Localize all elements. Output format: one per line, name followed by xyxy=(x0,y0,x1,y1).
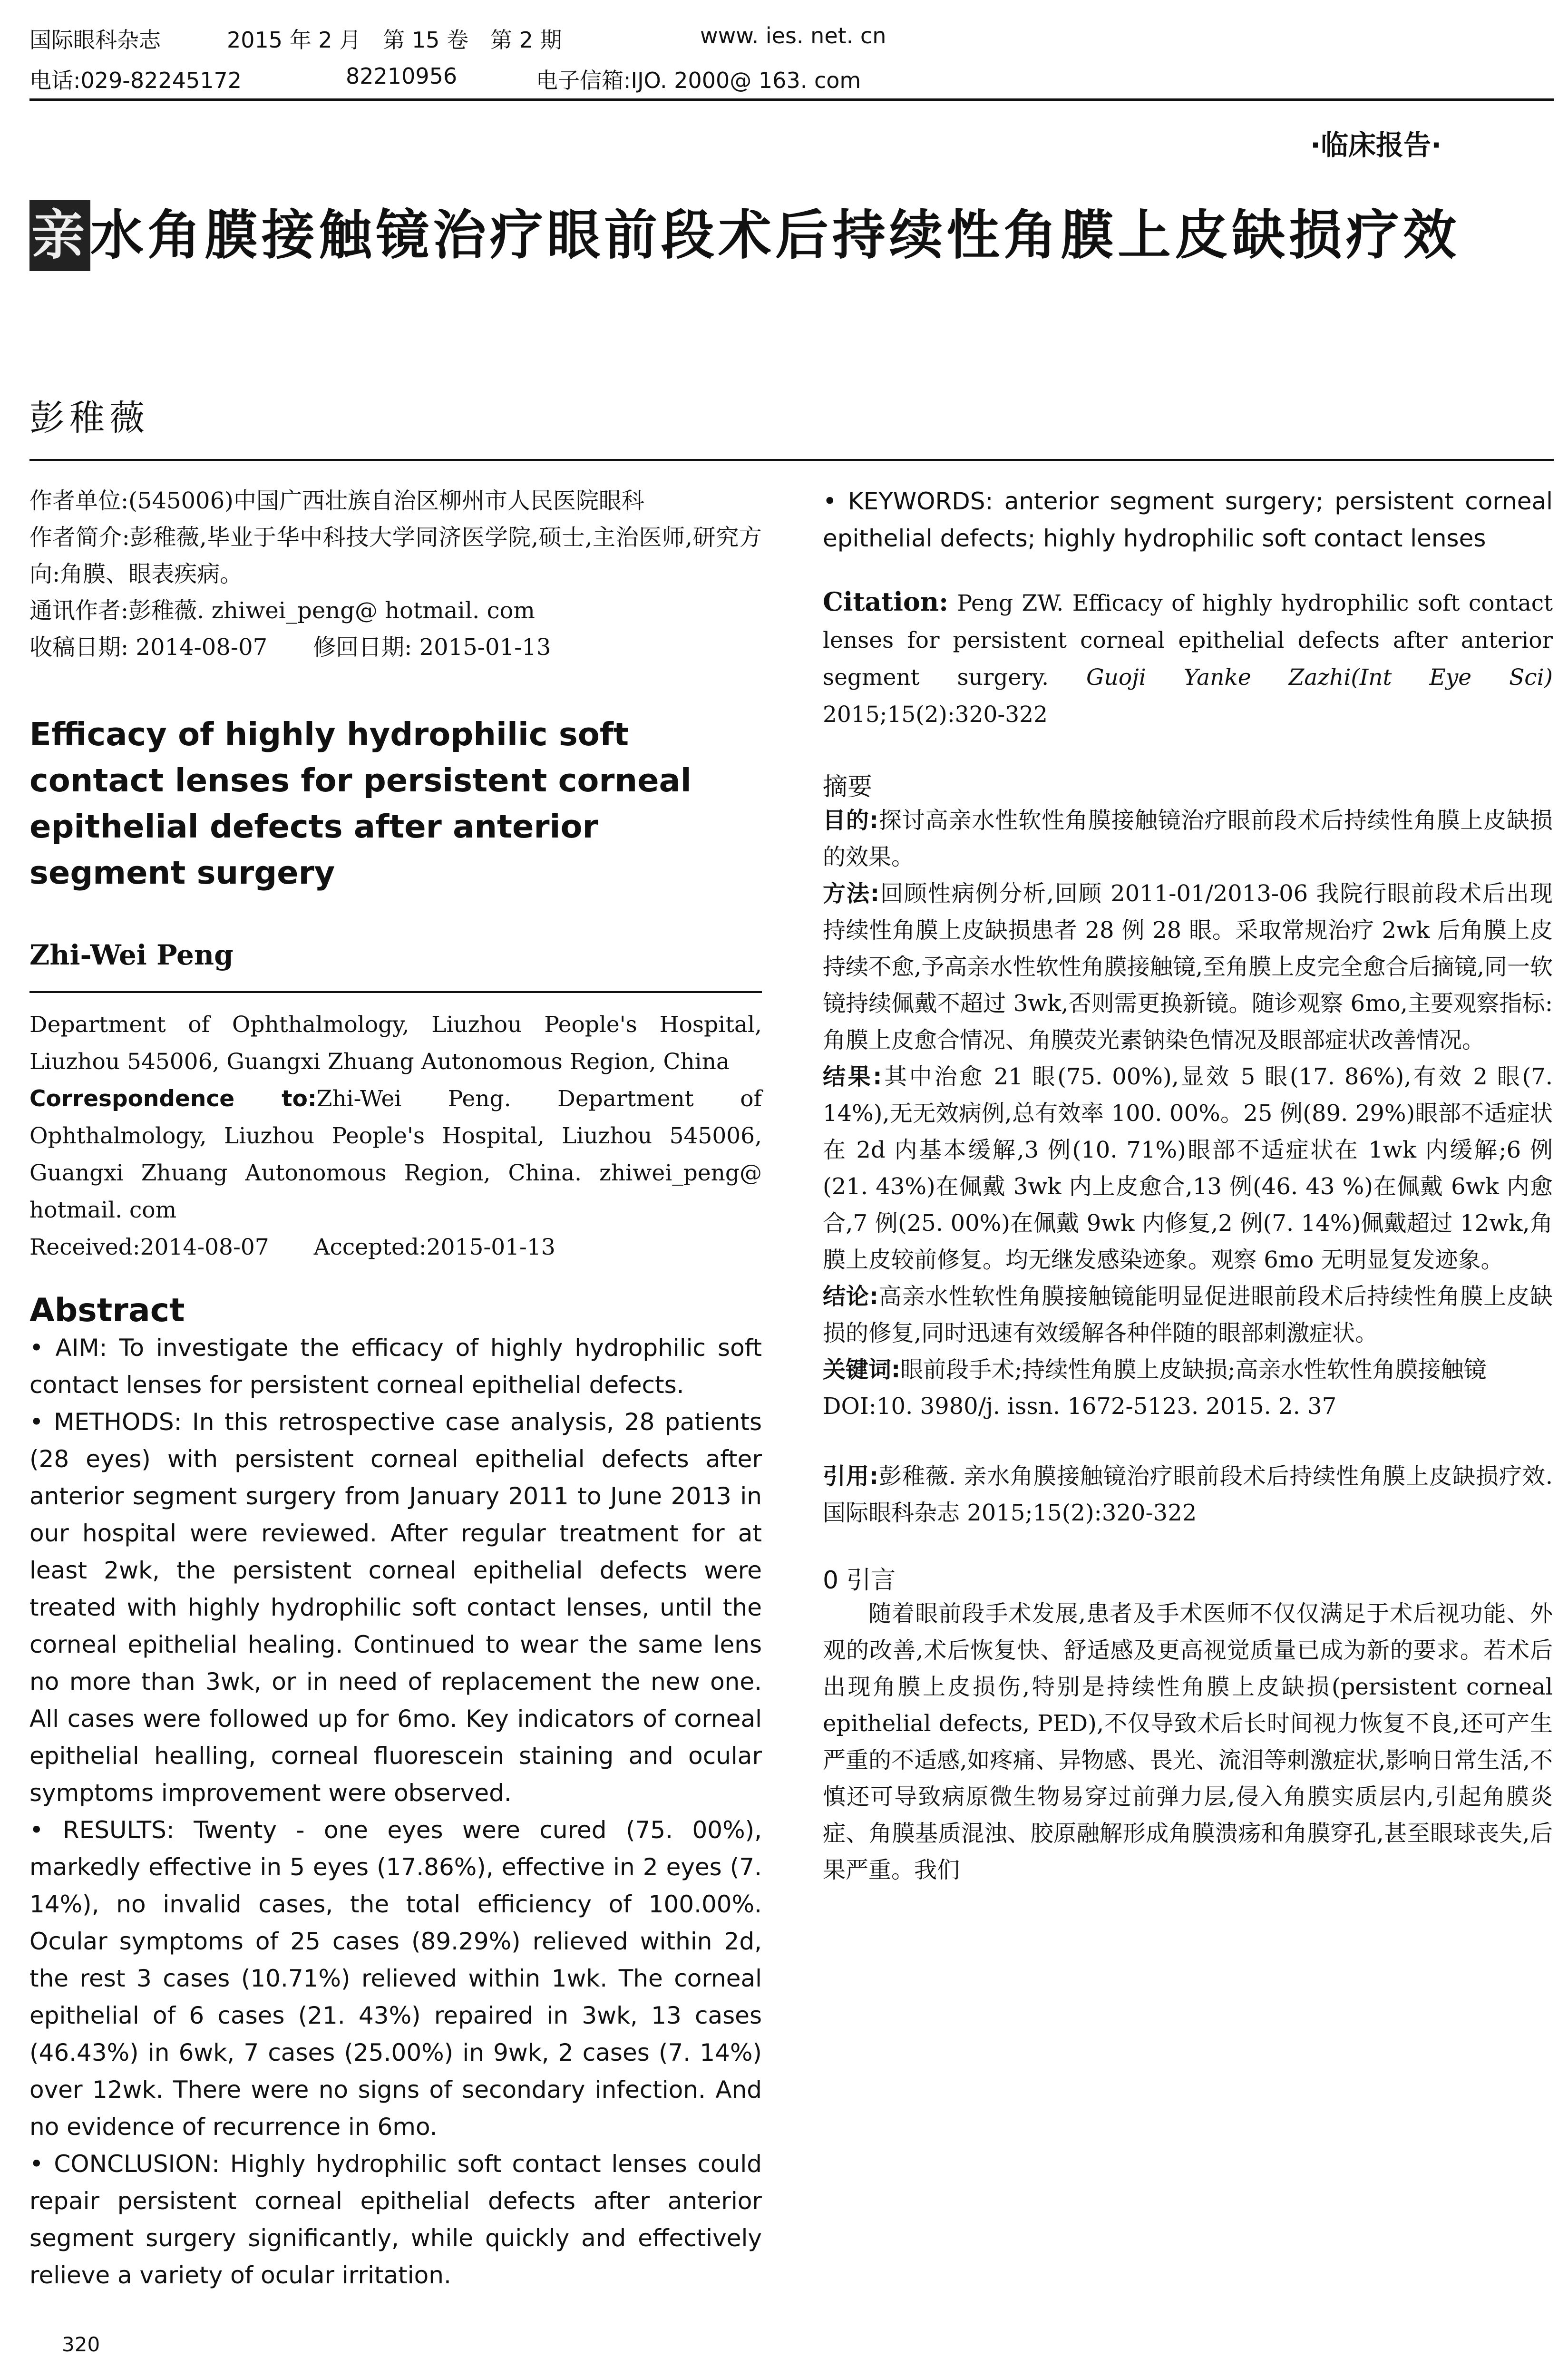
methods-text: In this retrospective case analysis, 28 patients (28 eyes) with persistent corneal epithelial defects after anterior segment surgery from January 2011 to June 2013 in our hospital were reviewed. After regular treatment for at least 2wk, the persistent corneal epithelial defects were treated with highly hydrophilic soft contact lenses, until the corneal epithelial healing. Continued to wear the same lens no more than 3wk, or in need of replacement the new one. All cases were followed up for 6mo. Key indicators of corneal epithelial healling, corneal fluorescein staining and ocular symptoms improvement were observed. xyxy=(29,1408,762,1807)
conclusion-label: • CONCLUSION: xyxy=(29,2150,220,2178)
conclusion-cn-label: 结论: xyxy=(823,1283,878,1310)
left-column xyxy=(29,483,762,2294)
keywords-en xyxy=(823,483,1553,557)
keywords-label: • KEYWORDS: xyxy=(823,487,993,515)
abstract-methods xyxy=(29,1403,762,1812)
aim-text: To investigate the efficacy of highly hydrophilic soft contact lenses for persistent corneal epithelial defects. xyxy=(29,1334,762,1399)
author-bio: 作者简介:彭稚薇,毕业于华中科技大学同济医学院,硕士,主治医师,研究方向:角膜、眼表疾病。 xyxy=(29,524,762,587)
abstract-cn-results xyxy=(823,1059,1553,1278)
title-rule xyxy=(29,459,1554,461)
conclusion-cn-text: 高亲水性软性角膜接触镜能明显促进眼前段术后持续性角膜上皮缺损的修复,同时迅速有效缓解各种伴随的眼部刺激症状。 xyxy=(823,1283,1553,1346)
abstract-results xyxy=(29,1812,762,2145)
keywords-cn-text: 眼前段手术;持续性角膜上皮缺损;高亲水性软性角膜接触镜 xyxy=(900,1356,1487,1383)
abstract-conclusion xyxy=(29,2145,762,2294)
results-label: • RESULTS: xyxy=(29,1816,175,1844)
journal-header xyxy=(29,23,1551,51)
page-title xyxy=(29,200,1561,271)
author-cn: 彭稚薇 xyxy=(29,398,149,438)
keywords-cn-label: 关键词: xyxy=(823,1356,901,1383)
methods-cn-label: 方法: xyxy=(823,880,880,907)
section-label: ·临床报告· xyxy=(1310,129,1442,161)
intro-text: 随着眼前段手术发展,患者及手术医师不仅仅满足于术后视功能、外观的改善,术后恢复快、舒适感及更高视觉质量已成为新的要求。若术后出现角膜上皮损伤,特别是持续性角膜上皮缺损(persistent corneal epithelial defects, PED),不仅导致术后长时间视力恢复不良,还可产生严重的不适感,如疼痛、异物感、畏光、流泪等刺激症状,影响日常生活,不慎还可导致病原微生物易穿过前弹力层,侵入角膜实质层内,引起角膜炎症、角膜基质混浊、胶原融解形成角膜溃疡和角膜穿孔,甚至眼球丧失,后果严重。我们 xyxy=(823,1600,1553,1883)
conclusion-text: Highly hydrophilic soft contact lenses could repair persistent corneal epithelial defects after anterior segment surgery significantly, while quickly and effectively relieve a variety of ocular irritation. xyxy=(29,2150,762,2289)
citation-en xyxy=(823,583,1553,733)
citation-tail: 2015;15(2):320-322 xyxy=(823,701,1048,728)
methods-cn-text: 回顾性病例分析,回顾 2011-01/2013-06 我院行眼前段术后出现持续性角膜上皮缺损患者 28 例 28 眼。采取常规治疗 2wk 后角膜上皮持续不愈,予高亲水性软性角膜接触镜,至角膜上皮完全愈合后摘镜,同一软镜持续佩戴不超过 3wk,否则需更换新镜。随诊观察 6mo,主要观察指标:角膜上皮愈合情况、角膜荧光素钠染色情况及眼部症状改善情况。 xyxy=(823,880,1553,1053)
doi: DOI:10. 3980/j. issn. 1672-5123. 2015. 2. 37 xyxy=(823,1393,1337,1420)
abstract-aim xyxy=(29,1329,762,1403)
abstract-cn-keywords xyxy=(823,1352,1553,1388)
header-rule xyxy=(29,98,1554,101)
author-rule xyxy=(29,991,762,993)
citation-cn-label: 引用: xyxy=(823,1463,879,1490)
correspondence-text: Zhi-Wei Peng. Department of Ophthalmology, Liuzhou People's Hospital, Liuzhou 545006, Guangxi Zhuang Autonomous Region, China. zhiwei_peng@ hotmail. com xyxy=(29,1086,762,1223)
journal-website: www. ies. net. cn xyxy=(700,23,886,49)
results-cn-label: 结果: xyxy=(823,1063,882,1090)
citation-journal: Guoji Yanke Zazhi(Int Eye Sci) xyxy=(1086,664,1553,691)
abstract-cn-aim xyxy=(823,802,1553,876)
correspondence-en xyxy=(29,1081,762,1229)
citation-text: Peng ZW. Efficacy of highly hydrophilic soft contact lenses for persistent corneal epithelial defects after anterior segment surgery. xyxy=(823,590,1553,691)
department-en: Department of Ophthalmology, Liuzhou People's Hospital, Liuzhou 545006, Guangxi Zhuang Autonomous Region, China xyxy=(29,1012,762,1075)
journal-contact xyxy=(29,63,1551,92)
english-title: Efficacy of highly hydrophilic soft contact lenses for persistent corneal epithelial defects after anterior segment surgery xyxy=(29,716,691,891)
journal-issue: 2015 年 2 月 第 15 卷 第 2 期 xyxy=(227,27,562,53)
page-number: 320 xyxy=(62,2333,100,2356)
dates-cn: 收稿日期: 2014-08-07 修回日期: 2015-01-13 xyxy=(29,634,551,661)
title-text: 水角膜接触镜治疗眼前段术后持续性角膜上皮缺损疗效 xyxy=(90,205,1460,266)
abstract-cn-conclusion xyxy=(823,1278,1553,1352)
aim-cn-label: 目的: xyxy=(823,807,878,834)
english-author: Zhi-Wei Peng xyxy=(29,939,234,971)
abstract-heading: Abstract xyxy=(29,1292,185,1329)
title-mark: 亲 xyxy=(29,200,90,271)
journal-name: 国际眼科杂志 xyxy=(29,27,161,53)
citation-cn xyxy=(823,1458,1553,1531)
correspondence-label: Correspondence to: xyxy=(29,1086,317,1112)
journal-phone-2: 82210956 xyxy=(346,63,458,89)
methods-label: • METHODS: xyxy=(29,1408,182,1436)
journal-phone: 电话:029-82245172 xyxy=(29,68,242,93)
abstract-cn-heading: 摘要 xyxy=(823,773,873,801)
received-en: Received:2014-08-07 Accepted:2015-01-13 xyxy=(29,1234,555,1260)
aim-label: • AIM: xyxy=(29,1334,107,1362)
aim-cn-text: 探讨高亲水性软性角膜接触镜治疗眼前段术后持续性角膜上皮缺损的效果。 xyxy=(823,807,1553,870)
right-column xyxy=(823,483,1553,1889)
journal-email: 电子信箱:IJO. 2000@ 163. com xyxy=(536,68,861,93)
citation-label: Citation: xyxy=(823,586,949,617)
results-cn-text: 其中治愈 21 眼(75. 00%),显效 5 眼(17. 86%),有效 2 眼(7. 14%),无无效病例,总有效率 100. 00%。25 例(89. 29%)眼部不适症状在 2d 内基本缓解,3 例(10. 71%)眼部不适症状在 1wk 内缓解;6 例(21. 43%)在佩戴 3wk 内上皮愈合,13 例(46. 43 %)在佩戴 6wk 内愈合,7 例(25. 00%)在佩戴 9wk 内修复,2 例(7. 14%)佩戴超过 12wk,角膜上皮较前修复。均无继发感染迹象。观察 6mo 无明显复发迹象。 xyxy=(823,1063,1553,1273)
affiliation-line: 作者单位:(545006)中国广西壮族自治区柳州市人民医院眼科 xyxy=(29,487,644,514)
citation-cn-text: 彭稚薇. 亲水角膜接触镜治疗眼前段术后持续性角膜上皮缺损疗效. 国际眼科杂志 2015;15(2):320-322 xyxy=(823,1463,1553,1526)
intro-heading: 0 引言 xyxy=(823,1566,896,1595)
corresponding-author: 通讯作者:彭稚薇. zhiwei_peng@ hotmail. com xyxy=(29,597,535,624)
keywords-text: anterior segment surgery; persistent corneal epithelial defects; highly hydrophilic soft contact lenses xyxy=(823,487,1553,552)
abstract-cn-methods xyxy=(823,876,1553,1059)
results-text: Twenty - one eyes were cured (75. 00%), markedly effective in 5 eyes (17.86%), effective in 2 eyes (7. 14%), no invalid cases, the total efficiency of 100.00%. Ocular symptoms of 25 cases (89.29%) relieved within 2d, the rest 3 cases (10.71%) relieved within 1wk. The corneal epithelial of 6 cases (21. 43%) repaired in 3wk, 13 cases (46.43%) in 6wk, 7 cases (25.00%) in 9wk, 2 cases (7. 14%) over 12wk. There were no signs of secondary infection. And no evidence of recurrence in 6mo. xyxy=(29,1816,762,2141)
